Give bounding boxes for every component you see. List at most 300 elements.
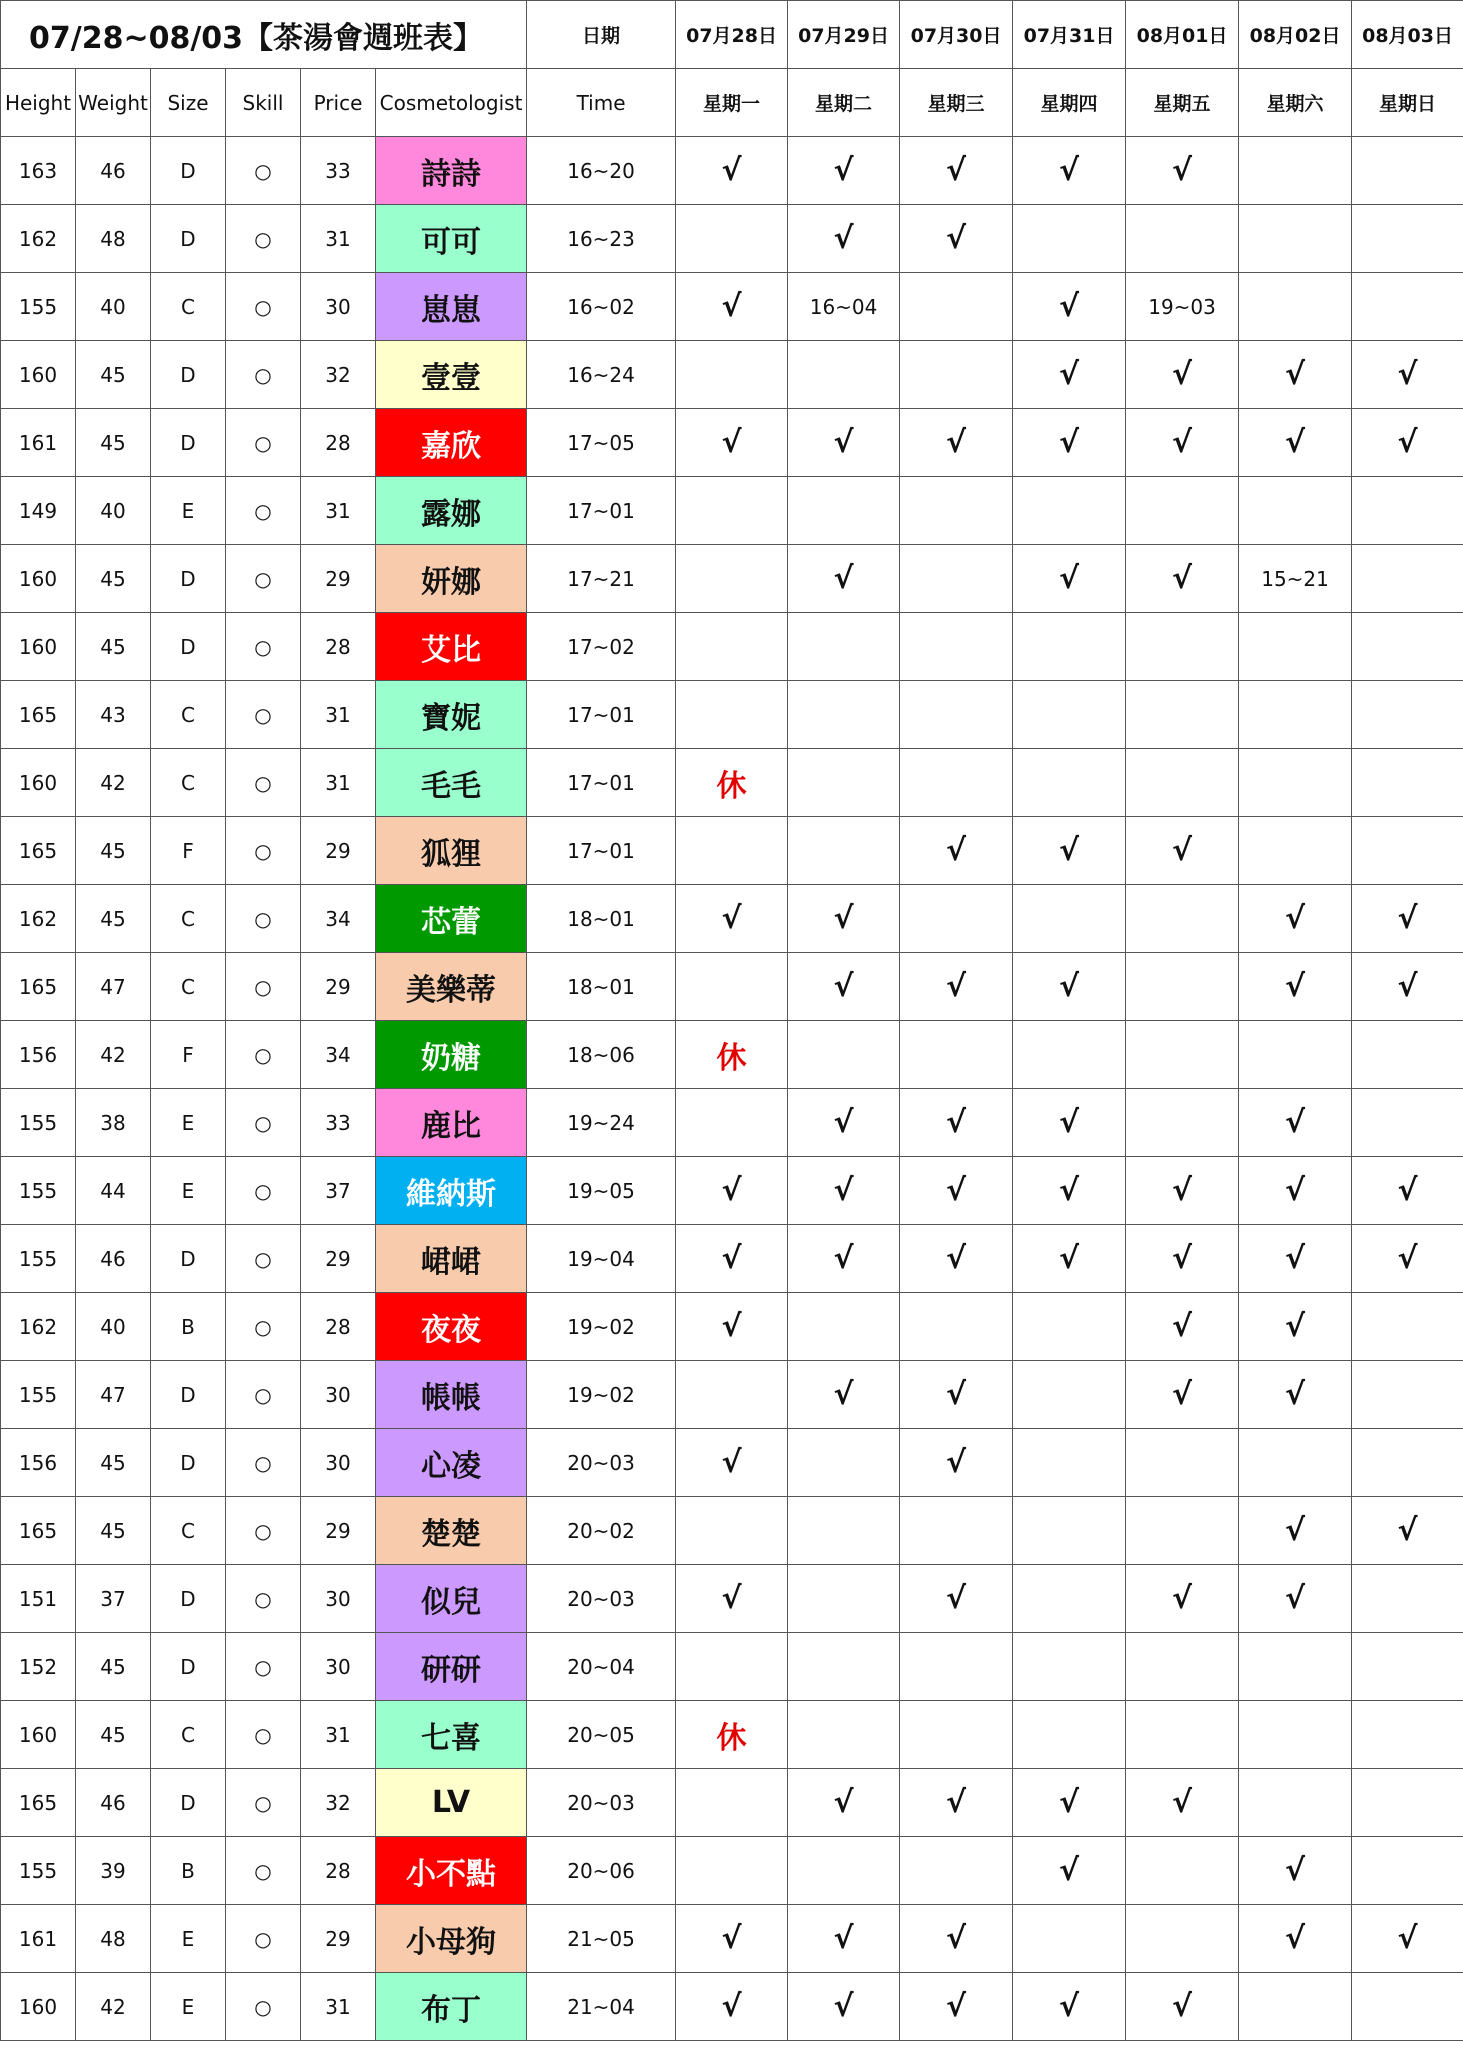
- day-cell: √: [788, 1361, 900, 1429]
- table-row: [1, 613, 1463, 681]
- day-cell: √: [676, 1157, 788, 1225]
- day-cell: √: [1126, 137, 1239, 205]
- time-cell: 16~24: [527, 341, 676, 409]
- day-cell: [1239, 205, 1352, 273]
- cosmetologist-name: 露娜: [376, 477, 527, 545]
- day-cell: [1126, 1497, 1239, 1565]
- day-cell: √: [1239, 953, 1352, 1021]
- skill-cell: ○: [226, 341, 301, 409]
- date-header: 07月29日: [788, 1, 900, 69]
- price-cell: 34: [301, 1021, 376, 1089]
- day-cell: √: [1013, 817, 1126, 885]
- day-cell: √: [1352, 885, 1463, 953]
- day-cell: [1126, 1905, 1239, 1973]
- time-cell: 17~01: [527, 749, 676, 817]
- skill-cell: ○: [226, 1157, 301, 1225]
- price-cell: 31: [301, 1973, 376, 2041]
- price-cell: 30: [301, 1633, 376, 1701]
- date-header: 07月28日: [676, 1, 788, 69]
- day-cell: √: [1352, 409, 1463, 477]
- price-cell: 33: [301, 1089, 376, 1157]
- height-cell: 160: [1, 1701, 76, 1769]
- cosmetologist-name: 狐狸: [376, 817, 527, 885]
- price-cell: 31: [301, 1701, 376, 1769]
- time-cell: 19~02: [527, 1361, 676, 1429]
- cosmetologist-name: 毛毛: [376, 749, 527, 817]
- day-cell: √: [1013, 137, 1126, 205]
- day-cell: [1013, 1701, 1126, 1769]
- time-cell: 19~05: [527, 1157, 676, 1225]
- cosmetologist-name: 芯蕾: [376, 885, 527, 953]
- date-header: 07月30日: [900, 1, 1013, 69]
- cosmetologist-name: 峮峮: [376, 1225, 527, 1293]
- day-cell: √: [1239, 409, 1352, 477]
- day-cell: [788, 1293, 900, 1361]
- skill-cell: ○: [226, 1293, 301, 1361]
- skill-cell: ○: [226, 273, 301, 341]
- day-cell: [1239, 273, 1352, 341]
- date-header: 08月03日: [1352, 1, 1463, 69]
- date-label: 日期: [527, 1, 676, 69]
- table-row: [1, 1769, 1463, 1837]
- height-cell: 162: [1, 1293, 76, 1361]
- height-cell: 165: [1, 1769, 76, 1837]
- day-cell: [1239, 749, 1352, 817]
- skill-cell: ○: [226, 1973, 301, 2041]
- skill-cell: ○: [226, 681, 301, 749]
- date-header: 08月02日: [1239, 1, 1352, 69]
- size-cell: B: [151, 1293, 226, 1361]
- time-cell: 20~06: [527, 1837, 676, 1905]
- day-cell: [1352, 273, 1463, 341]
- table-row: [1, 1973, 1463, 2041]
- cosmetologist-name: 美樂蒂: [376, 953, 527, 1021]
- height-cell: 155: [1, 1361, 76, 1429]
- weight-cell: 39: [76, 1837, 151, 1905]
- price-cell: 29: [301, 545, 376, 613]
- day-cell: [1239, 613, 1352, 681]
- table-row: [1, 409, 1463, 477]
- day-cell: [900, 1021, 1013, 1089]
- day-cell: [1352, 681, 1463, 749]
- day-cell: [1352, 1293, 1463, 1361]
- skill-cell: ○: [226, 1089, 301, 1157]
- time-cell: 18~01: [527, 953, 676, 1021]
- table-row: [1, 1225, 1463, 1293]
- day-cell: [1239, 1633, 1352, 1701]
- day-cell: √: [676, 273, 788, 341]
- time-cell: 18~06: [527, 1021, 676, 1089]
- day-cell: [1352, 749, 1463, 817]
- day-cell: √: [1239, 1157, 1352, 1225]
- day-cell: √: [1352, 1905, 1463, 1973]
- day-cell: √: [1239, 1293, 1352, 1361]
- day-cell: √: [1239, 341, 1352, 409]
- day-cell: [1352, 545, 1463, 613]
- day-cell: [676, 1089, 788, 1157]
- day-cell: √: [1013, 341, 1126, 409]
- table-row: [1, 205, 1463, 273]
- day-cell: 休: [676, 749, 788, 817]
- day-cell: 休: [676, 1701, 788, 1769]
- size-cell: D: [151, 613, 226, 681]
- height-cell: 160: [1, 1973, 76, 2041]
- cosmetologist-name: 夜夜: [376, 1293, 527, 1361]
- time-cell: 20~03: [527, 1429, 676, 1497]
- size-cell: C: [151, 953, 226, 1021]
- table-row: [1, 1701, 1463, 1769]
- table-row: [1, 953, 1463, 1021]
- size-cell: C: [151, 1497, 226, 1565]
- day-cell: [1126, 749, 1239, 817]
- time-cell: 18~01: [527, 885, 676, 953]
- day-cell: √: [1352, 1497, 1463, 1565]
- day-cell: [788, 749, 900, 817]
- table-row: [1, 681, 1463, 749]
- price-cell: 31: [301, 477, 376, 545]
- time-cell: 20~04: [527, 1633, 676, 1701]
- time-cell: 20~03: [527, 1565, 676, 1633]
- price-cell: 29: [301, 1225, 376, 1293]
- day-cell: √: [1126, 1361, 1239, 1429]
- height-cell: 155: [1, 273, 76, 341]
- cosmetologist-name: 小不點: [376, 1837, 527, 1905]
- day-cell: [900, 1633, 1013, 1701]
- time-cell: 17~02: [527, 613, 676, 681]
- day-cell: [900, 273, 1013, 341]
- price-cell: 30: [301, 273, 376, 341]
- weight-cell: 45: [76, 341, 151, 409]
- day-cell: [900, 1701, 1013, 1769]
- day-cell: [1239, 137, 1352, 205]
- height-cell: 156: [1, 1429, 76, 1497]
- day-cell: [1013, 1293, 1126, 1361]
- day-cell: [1239, 477, 1352, 545]
- day-cell: √: [1352, 1225, 1463, 1293]
- day-cell: √: [900, 1361, 1013, 1429]
- time-cell: 21~04: [527, 1973, 676, 2041]
- day-cell: √: [1352, 1157, 1463, 1225]
- price-cell: 29: [301, 1497, 376, 1565]
- day-cell: [676, 1361, 788, 1429]
- day-cell: [1126, 1429, 1239, 1497]
- day-cell: √: [1126, 409, 1239, 477]
- day-cell: [1013, 1021, 1126, 1089]
- size-cell: F: [151, 817, 226, 885]
- day-cell: √: [788, 409, 900, 477]
- day-cell: √: [1352, 341, 1463, 409]
- weight-cell: 45: [76, 817, 151, 885]
- day-cell: √: [1239, 1837, 1352, 1905]
- height-cell: 163: [1, 137, 76, 205]
- day-cell: √: [900, 1157, 1013, 1225]
- day-cell: √: [1013, 1157, 1126, 1225]
- day-cell: √: [676, 1429, 788, 1497]
- day-cell: √: [788, 1769, 900, 1837]
- height-cell: 152: [1, 1633, 76, 1701]
- day-cell: √: [900, 817, 1013, 885]
- day-cell: [1013, 613, 1126, 681]
- height-cell: 161: [1, 1905, 76, 1973]
- weekday-header: 星期六: [1239, 69, 1352, 137]
- size-cell: D: [151, 1361, 226, 1429]
- size-cell: C: [151, 273, 226, 341]
- table-row: [1, 1089, 1463, 1157]
- height-cell: 156: [1, 1021, 76, 1089]
- weight-cell: 38: [76, 1089, 151, 1157]
- table-row: [1, 137, 1463, 205]
- weight-cell: 43: [76, 681, 151, 749]
- cosmetologist-name: 詩詩: [376, 137, 527, 205]
- size-cell: D: [151, 1565, 226, 1633]
- day-cell: [1126, 681, 1239, 749]
- weight-cell: 44: [76, 1157, 151, 1225]
- day-cell: √: [788, 205, 900, 273]
- size-cell: C: [151, 749, 226, 817]
- weekday-header: 星期一: [676, 69, 788, 137]
- day-cell: [676, 1769, 788, 1837]
- height-cell: 149: [1, 477, 76, 545]
- day-cell: [676, 1633, 788, 1701]
- day-cell: [900, 885, 1013, 953]
- size-cell: E: [151, 477, 226, 545]
- day-cell: [676, 341, 788, 409]
- day-cell: 16~04: [788, 273, 900, 341]
- weight-cell: 45: [76, 1633, 151, 1701]
- skill-cell: ○: [226, 545, 301, 613]
- day-cell: √: [1126, 817, 1239, 885]
- day-cell: [1352, 137, 1463, 205]
- day-cell: [900, 749, 1013, 817]
- day-cell: [1013, 1565, 1126, 1633]
- day-cell: [900, 681, 1013, 749]
- day-cell: [1239, 817, 1352, 885]
- price-cell: 28: [301, 613, 376, 681]
- day-cell: [1126, 1089, 1239, 1157]
- skill-cell: ○: [226, 613, 301, 681]
- cosmetologist-name: 妍娜: [376, 545, 527, 613]
- day-cell: [788, 1837, 900, 1905]
- day-cell: √: [1239, 1497, 1352, 1565]
- table-row: [1, 1905, 1463, 1973]
- day-cell: [1239, 1021, 1352, 1089]
- cosmetologist-name: 可可: [376, 205, 527, 273]
- day-cell: [1239, 1769, 1352, 1837]
- day-cell: √: [788, 1225, 900, 1293]
- cosmetologist-name: 心凌: [376, 1429, 527, 1497]
- day-cell: √: [788, 137, 900, 205]
- day-cell: [788, 1021, 900, 1089]
- day-cell: √: [1013, 1769, 1126, 1837]
- price-cell: 28: [301, 1293, 376, 1361]
- size-cell: D: [151, 341, 226, 409]
- size-cell: E: [151, 1973, 226, 2041]
- height-cell: 165: [1, 681, 76, 749]
- day-cell: √: [676, 885, 788, 953]
- day-cell: [676, 613, 788, 681]
- table-row: [1, 341, 1463, 409]
- day-cell: 休: [676, 1021, 788, 1089]
- table-row: [1, 477, 1463, 545]
- day-cell: [788, 681, 900, 749]
- day-cell: √: [1013, 409, 1126, 477]
- day-cell: √: [676, 409, 788, 477]
- day-cell: √: [788, 885, 900, 953]
- size-cell: F: [151, 1021, 226, 1089]
- day-cell: √: [1239, 885, 1352, 953]
- column-header-cosmetologist: Cosmetologist: [376, 69, 527, 137]
- day-cell: √: [1013, 273, 1126, 341]
- day-cell: [1239, 1701, 1352, 1769]
- skill-cell: ○: [226, 409, 301, 477]
- cosmetologist-name: 布丁: [376, 1973, 527, 2041]
- day-cell: [1126, 477, 1239, 545]
- day-cell: [1126, 885, 1239, 953]
- price-cell: 30: [301, 1429, 376, 1497]
- weekday-header: 星期二: [788, 69, 900, 137]
- day-cell: [1352, 1837, 1463, 1905]
- height-cell: 155: [1, 1157, 76, 1225]
- height-cell: 155: [1, 1089, 76, 1157]
- day-cell: [788, 1497, 900, 1565]
- day-cell: [1239, 1429, 1352, 1497]
- day-cell: [1239, 1973, 1352, 2041]
- day-cell: [676, 545, 788, 613]
- height-cell: 162: [1, 885, 76, 953]
- day-cell: √: [1352, 953, 1463, 1021]
- day-cell: √: [1126, 341, 1239, 409]
- day-cell: [788, 341, 900, 409]
- day-cell: √: [900, 1905, 1013, 1973]
- skill-cell: ○: [226, 1429, 301, 1497]
- price-cell: 28: [301, 1837, 376, 1905]
- height-cell: 160: [1, 749, 76, 817]
- weight-cell: 40: [76, 1293, 151, 1361]
- day-cell: [1239, 681, 1352, 749]
- size-cell: D: [151, 409, 226, 477]
- day-cell: √: [1126, 1973, 1239, 2041]
- day-cell: √: [1239, 1905, 1352, 1973]
- table-row: [1, 1565, 1463, 1633]
- day-cell: [788, 613, 900, 681]
- size-cell: D: [151, 1633, 226, 1701]
- weight-cell: 47: [76, 953, 151, 1021]
- day-cell: √: [676, 1973, 788, 2041]
- time-cell: 20~02: [527, 1497, 676, 1565]
- time-cell: 20~03: [527, 1769, 676, 1837]
- weight-cell: 42: [76, 1973, 151, 2041]
- cosmetologist-name: 艾比: [376, 613, 527, 681]
- table-row: [1, 545, 1463, 613]
- day-cell: [1126, 1701, 1239, 1769]
- day-cell: √: [1013, 1089, 1126, 1157]
- height-cell: 165: [1, 1497, 76, 1565]
- price-cell: 31: [301, 205, 376, 273]
- day-cell: √: [900, 953, 1013, 1021]
- day-cell: [1352, 1973, 1463, 2041]
- size-cell: C: [151, 681, 226, 749]
- cosmetologist-name: 奶糖: [376, 1021, 527, 1089]
- day-cell: [1352, 1361, 1463, 1429]
- day-cell: [788, 1633, 900, 1701]
- skill-cell: ○: [226, 477, 301, 545]
- price-cell: 29: [301, 953, 376, 1021]
- day-cell: [1352, 1429, 1463, 1497]
- table-row: [1, 749, 1463, 817]
- day-cell: √: [676, 1225, 788, 1293]
- weight-cell: 40: [76, 477, 151, 545]
- column-header-skill: Skill: [226, 69, 301, 137]
- skill-cell: ○: [226, 1497, 301, 1565]
- size-cell: C: [151, 885, 226, 953]
- day-cell: [1352, 817, 1463, 885]
- day-cell: [1013, 681, 1126, 749]
- day-cell: √: [900, 1769, 1013, 1837]
- skill-cell: ○: [226, 1565, 301, 1633]
- skill-cell: ○: [226, 1837, 301, 1905]
- time-cell: 19~04: [527, 1225, 676, 1293]
- day-cell: [1126, 953, 1239, 1021]
- time-cell: 17~05: [527, 409, 676, 477]
- day-cell: [900, 545, 1013, 613]
- column-header-time: Time: [527, 69, 676, 137]
- day-cell: √: [676, 1905, 788, 1973]
- day-cell: √: [1013, 1225, 1126, 1293]
- skill-cell: ○: [226, 953, 301, 1021]
- day-cell: √: [900, 205, 1013, 273]
- day-cell: √: [1013, 1973, 1126, 2041]
- price-cell: 29: [301, 1905, 376, 1973]
- day-cell: [676, 1497, 788, 1565]
- column-header-price: Price: [301, 69, 376, 137]
- size-cell: E: [151, 1157, 226, 1225]
- date-header: 08月01日: [1126, 1, 1239, 69]
- day-cell: [676, 681, 788, 749]
- skill-cell: ○: [226, 1633, 301, 1701]
- cosmetologist-name: 寶妮: [376, 681, 527, 749]
- height-cell: 155: [1, 1837, 76, 1905]
- day-cell: [900, 477, 1013, 545]
- weight-cell: 42: [76, 1021, 151, 1089]
- day-cell: [1352, 1565, 1463, 1633]
- price-cell: 32: [301, 341, 376, 409]
- table-row: [1, 885, 1463, 953]
- day-cell: √: [788, 545, 900, 613]
- day-cell: [900, 341, 1013, 409]
- day-cell: [900, 1497, 1013, 1565]
- weight-cell: 47: [76, 1361, 151, 1429]
- day-cell: √: [1239, 1565, 1352, 1633]
- day-cell: [1352, 613, 1463, 681]
- weight-cell: 48: [76, 205, 151, 273]
- height-cell: 155: [1, 1225, 76, 1293]
- weight-cell: 42: [76, 749, 151, 817]
- skill-cell: ○: [226, 1769, 301, 1837]
- table-row: [1, 1157, 1463, 1225]
- weekday-header: 星期四: [1013, 69, 1126, 137]
- day-cell: [788, 1429, 900, 1497]
- size-cell: D: [151, 545, 226, 613]
- height-cell: 151: [1, 1565, 76, 1633]
- weight-cell: 37: [76, 1565, 151, 1633]
- day-cell: √: [788, 953, 900, 1021]
- price-cell: 30: [301, 1361, 376, 1429]
- day-cell: √: [1126, 1565, 1239, 1633]
- time-cell: 16~23: [527, 205, 676, 273]
- time-cell: 17~01: [527, 817, 676, 885]
- day-cell: [1352, 477, 1463, 545]
- time-cell: 17~01: [527, 477, 676, 545]
